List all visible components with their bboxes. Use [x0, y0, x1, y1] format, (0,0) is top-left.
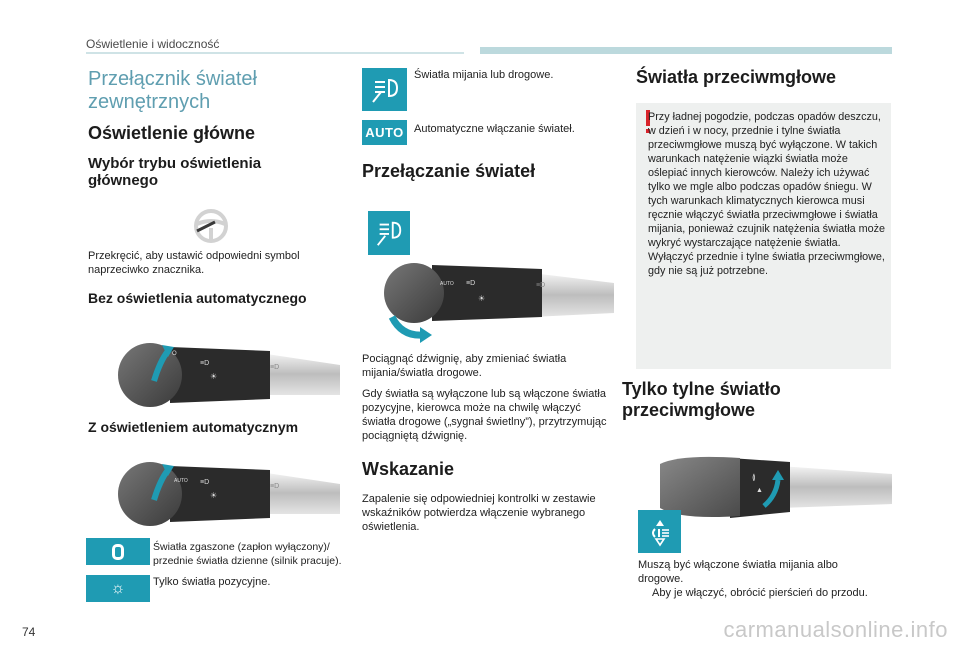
svg-text:☀: ☀ [210, 372, 218, 381]
light-stalk-image-switch [382, 255, 614, 345]
heading-switching: Przełączanie świateł [362, 161, 536, 181]
switch-text-1: Pociągnąć dźwignię, aby zmieniać światła mijania/światła drogowe. [362, 353, 567, 379]
svg-text:≡D: ≡D [200, 360, 210, 367]
heading-main-lighting: Oświetlenie główne [88, 123, 256, 143]
svg-text:AUTO: AUTO [440, 281, 454, 287]
rear-fog-icon [638, 510, 681, 553]
svg-text:≬: ≬ [752, 473, 756, 482]
heading-rear-fog: Tylko tylne światło przeciwmgłowe [622, 379, 781, 420]
svg-text:☀: ☀ [210, 491, 218, 500]
svg-text:≡D: ≡D [270, 364, 280, 371]
rear-fog-instruction: Aby je włączyć, obrócić pierścień do przodu. [652, 587, 868, 599]
header-rule [86, 52, 464, 54]
light-stalk-image-auto [110, 452, 340, 532]
svg-text:≡D: ≡D [200, 479, 210, 486]
beam-switch-icon [368, 211, 410, 255]
header-bar [480, 47, 892, 54]
watermark: carmanualsonline.info [723, 617, 948, 642]
legend-beam: Światła mijania lub drogowe. [414, 69, 554, 81]
legend-sidelights: Tylko światła pozycyjne. [153, 576, 271, 588]
page-title: Przełącznik świateł zewnętrznych [88, 68, 257, 113]
svg-text:≡D: ≡D [466, 280, 476, 287]
turn-instruction: Przekręcić, aby ustawić odpowiedni symbol naprzeciwko znacznika. [88, 250, 300, 276]
light-stalk-image-rear-fog [660, 444, 892, 524]
stalk-o-label: O [172, 351, 177, 357]
lights-off-icon [86, 538, 150, 565]
heading-indicator: Wskazanie [362, 459, 455, 479]
warning-text: Przy ładnej pogodzie, podczas opadów deszczu, w dzień i w nocy, przednie i tylne światła przeciwmgłowe muszą być wyłączone. W takich warunkach natężenie wiązki światła może oślepiać innych kierowców. Należy ich używać tylko we mgle albo podczas opadów śniegu. W tych warunkach klimatycznych kierowca musi ręcznie włączyć światła przeciwmgłowe i światła mijania, ponieważ czujnik natężenia światła może wykryć wystarczające natężenie światła. Wyłączyć przednie i tylne światła przeciwmgłowe, gdy nie są już potrzebne. [648, 111, 886, 277]
beam-icon [362, 68, 407, 111]
svg-text:▲: ▲ [756, 487, 763, 494]
indicator-text: Zapalenie się odpowiedniej kontrolki w zestawie wskaźników potwierdza włączenie wybranego oświetlenia. [362, 493, 596, 533]
steering-wheel-icon [191, 208, 231, 244]
sidelights-icon: ☼ [86, 575, 150, 602]
heading-no-auto: Bez oświetlenia automatycznego [88, 290, 307, 306]
legend-auto: Automatyczne włączanie świateł. [414, 123, 575, 135]
legend-lights-off: Światła zgaszone (zapłon wyłączony)/ przednie światła dzienne (silnik pracuje). [153, 541, 342, 567]
rear-fog-bullet-item [638, 586, 888, 600]
light-stalk-image-no-auto [110, 333, 340, 413]
rear-fog-text: Muszą być włączone światła mijania albo drogowe. [638, 559, 838, 585]
section-header: Oświetlenie i widoczność [86, 37, 220, 51]
heading-mode-selection: Wybór trybu oświetlenia głównego [88, 155, 262, 189]
switch-text-2: Gdy światła są wyłączone lub są włączone światła pozycyjne, kierowca może na chwilę włączyć światła drogowe („sygnał świetlny”), przytrzymując pociągniętą dźwignię. [362, 388, 607, 442]
heading-auto: Z oświetleniem automatycznym [88, 419, 299, 435]
svg-text:≡D: ≡D [536, 282, 546, 289]
heading-fog-lights: Światła przeciwmgłowe [636, 67, 837, 87]
stalk-auto-label: AUTO [174, 478, 188, 484]
auto-icon: AUTO [362, 120, 407, 145]
page-number: 74 [22, 625, 36, 639]
svg-text:☀: ☀ [478, 294, 486, 303]
svg-text:≡D: ≡D [270, 483, 280, 490]
